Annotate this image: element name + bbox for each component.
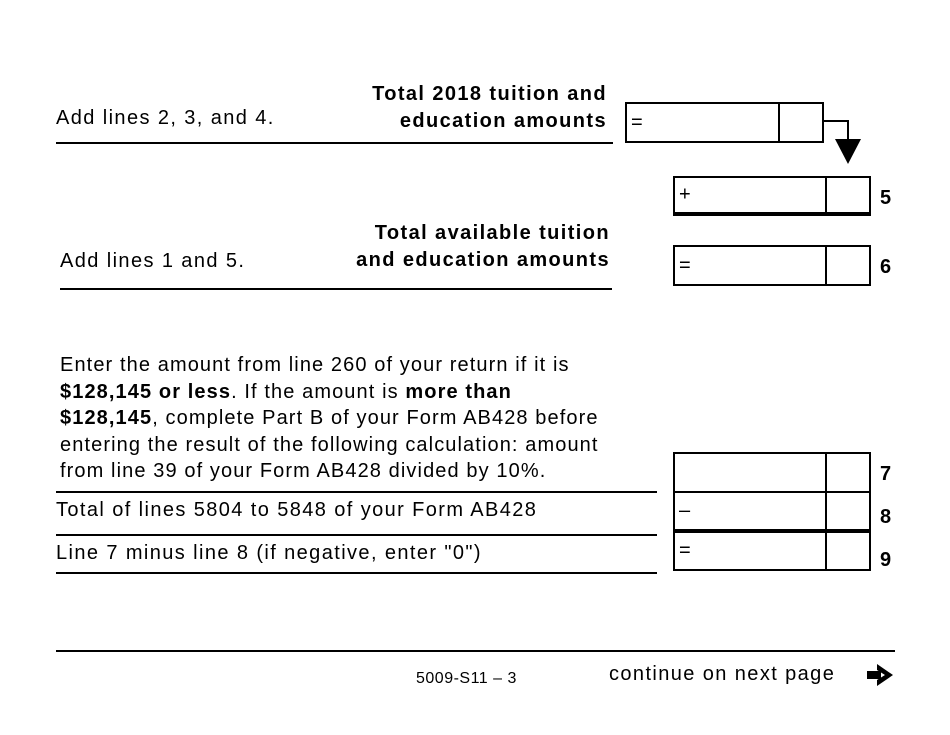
para-line: entering the result of the following calculation: amount (60, 433, 599, 456)
cents-cell[interactable] (825, 493, 869, 529)
line-5-amount-field[interactable] (673, 176, 871, 216)
divider (56, 572, 657, 574)
line-8-amount-field[interactable] (673, 491, 871, 533)
line-number-8: 8 (880, 506, 892, 528)
instruction-add-lines-1-5: Add lines 1 and 5. (60, 250, 246, 272)
down-arrow-icon (820, 118, 866, 168)
line-number-6: 6 (880, 256, 892, 278)
para-line (60, 379, 599, 406)
total-available-title-line2: and education amounts (356, 249, 610, 271)
line-9-label: Line 7 minus line 8 (if negative, enter "0") (56, 542, 482, 564)
equals-sign: = (679, 254, 691, 277)
divider (60, 288, 612, 290)
divider (56, 534, 657, 536)
equals-sign: = (679, 539, 691, 562)
form-number: 5009-S11 – 3 (416, 670, 517, 687)
line-8-label: Total of lines 5804 to 5848 of your Form AB428 (56, 499, 538, 521)
more-than-bold: more than (405, 380, 512, 403)
threshold-bold: $128,145 or less (60, 380, 232, 403)
instruction-add-lines-2-3-4: Add lines 2, 3, and 4. (56, 107, 275, 129)
continue-on-next-page: continue on next page (609, 663, 836, 685)
para-line (60, 405, 599, 432)
cents-cell[interactable] (825, 247, 869, 284)
equals-sign: = (631, 111, 643, 134)
line-7-amount-field[interactable] (673, 452, 871, 493)
plus-sign: + (679, 183, 691, 206)
threshold-bold: $128,145 (60, 407, 153, 429)
total-2018-amount-field[interactable] (625, 102, 824, 143)
cents-cell[interactable] (825, 454, 869, 491)
divider (56, 142, 613, 144)
para-text: , complete Part B of your Form AB428 before (152, 407, 599, 429)
cents-cell[interactable] (778, 104, 822, 141)
line-number-5: 5 (880, 187, 892, 209)
divider (56, 491, 657, 493)
total-2018-title-line1: Total 2018 tuition and (372, 83, 607, 105)
minus-sign: – (679, 499, 691, 522)
line-number-9: 9 (880, 549, 892, 571)
total-available-title-line1: Total available tuition (374, 222, 610, 244)
total-2018-title-line2: education amounts (399, 110, 607, 132)
line-7-instructions (60, 352, 599, 485)
line-9-amount-field[interactable] (673, 531, 871, 571)
para-text: . If the amount is (231, 380, 406, 403)
para-line: from line 39 of your Form AB428 divided by 10%. (60, 460, 547, 482)
para-line: Enter the amount from line 260 of your return if it is (60, 354, 570, 376)
cents-cell[interactable] (825, 178, 869, 212)
line-number-7: 7 (880, 463, 892, 485)
cents-cell[interactable] (825, 533, 869, 569)
footer-divider (56, 650, 895, 652)
right-arrow-icon (866, 663, 894, 687)
line-6-amount-field[interactable] (673, 245, 871, 286)
